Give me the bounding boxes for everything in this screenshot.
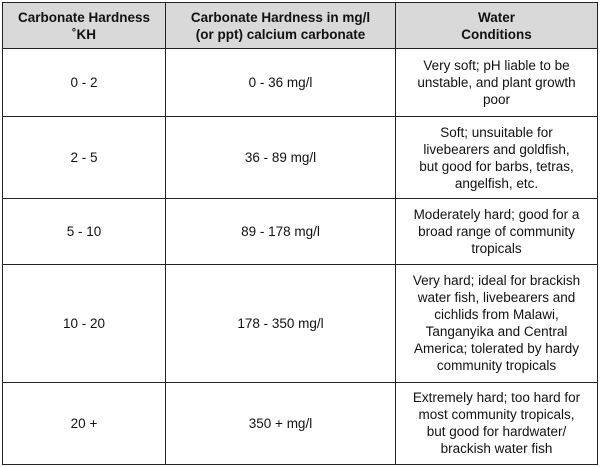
cell-kh: 20 + bbox=[3, 382, 166, 464]
cell-mgl: 350 + mg/l bbox=[166, 382, 396, 464]
condition-line: but good for barbs, tetras, bbox=[419, 158, 574, 174]
condition-line: brackish water fish bbox=[440, 441, 553, 457]
cell-conditions bbox=[396, 382, 598, 464]
cell-conditions bbox=[396, 199, 598, 264]
condition-line: America; tolerated by hardy bbox=[413, 341, 580, 357]
table-header-row bbox=[3, 3, 598, 49]
header-mgl bbox=[166, 3, 396, 49]
condition-line: unstable, and plant growth bbox=[417, 75, 576, 91]
condition-line: tropicals bbox=[471, 240, 522, 256]
header-mgl-line-1: Carbonate Hardness in mg/l bbox=[190, 9, 371, 25]
cell-conditions bbox=[396, 117, 598, 199]
condition-line: poor bbox=[482, 92, 511, 108]
header-conditions-line-1: Water bbox=[477, 9, 515, 25]
cell-kh: 10 - 20 bbox=[3, 264, 166, 382]
cell-mgl: 178 - 350 mg/l bbox=[166, 264, 396, 382]
cell-mgl: 36 - 89 mg/l bbox=[166, 117, 396, 199]
cell-conditions bbox=[396, 49, 598, 117]
header-conditions-line-2: Conditions bbox=[461, 26, 532, 42]
header-kh bbox=[3, 3, 166, 49]
condition-line: Extremely hard; too hard for bbox=[412, 390, 581, 406]
condition-line: Tanganyika and Central bbox=[425, 324, 568, 340]
condition-line: livebearers and goldfish, bbox=[423, 141, 570, 157]
cell-kh: 2 - 5 bbox=[3, 117, 166, 199]
condition-line: Soft; unsuitable for bbox=[440, 124, 553, 140]
cell-mgl: 0 - 36 mg/l bbox=[166, 49, 396, 117]
condition-line: broad range of community bbox=[418, 223, 575, 239]
condition-line: angelfish, etc. bbox=[454, 175, 539, 191]
condition-line: Moderately hard; good for a bbox=[413, 206, 580, 222]
header-kh-line-2: ˚KH bbox=[72, 26, 96, 42]
table-row bbox=[3, 382, 598, 464]
header-conditions bbox=[396, 3, 598, 49]
table-row bbox=[3, 199, 598, 264]
table-row bbox=[3, 49, 598, 117]
condition-line: Very soft; pH liable to be bbox=[423, 58, 570, 74]
cell-conditions bbox=[396, 264, 598, 382]
carbonate-hardness-table bbox=[2, 2, 598, 465]
header-kh-line-1: Carbonate Hardness bbox=[17, 9, 151, 25]
cell-kh: 0 - 2 bbox=[3, 49, 166, 117]
header-mgl-line-2: (or ppt) calcium carbonate bbox=[195, 26, 366, 42]
table-row bbox=[3, 117, 598, 199]
condition-line: cichlids from Malawi, bbox=[434, 307, 559, 323]
cell-kh: 5 - 10 bbox=[3, 199, 166, 264]
table-row bbox=[3, 264, 598, 382]
condition-line: water fish, livebearers and bbox=[417, 290, 576, 306]
condition-line: most community tropicals, bbox=[418, 407, 575, 423]
condition-line: but good for hardwater/ bbox=[426, 424, 567, 440]
condition-line: community tropicals bbox=[436, 358, 557, 374]
cell-mgl: 89 - 178 mg/l bbox=[166, 199, 396, 264]
condition-line: Very hard; ideal for brackish bbox=[412, 273, 581, 289]
